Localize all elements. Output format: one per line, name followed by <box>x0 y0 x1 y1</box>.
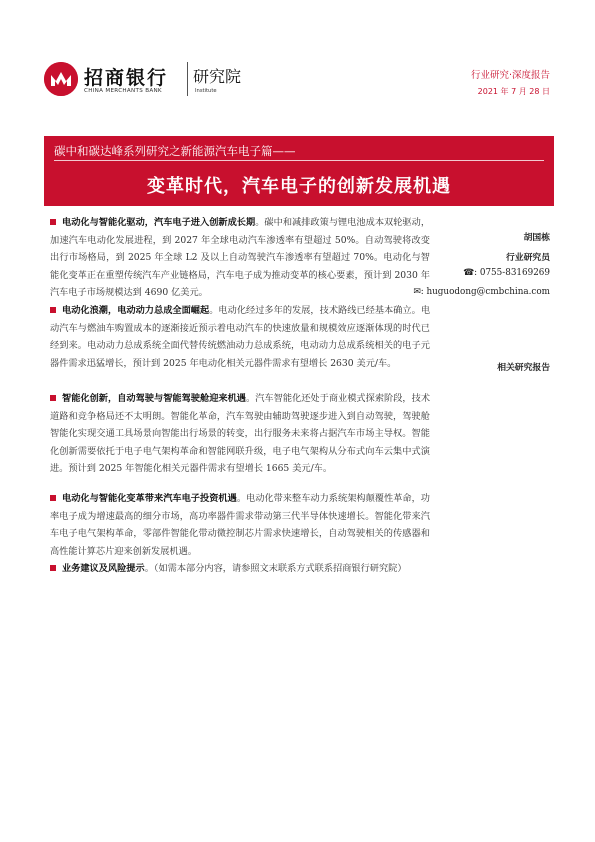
analyst-phone: ☎: 0755-83169269 <box>463 268 550 278</box>
section-lead: 电动化浪潮，电动动力总成全面崛起 <box>62 305 210 316</box>
email-address[interactable]: huguodong@cmbchina.com <box>426 287 550 297</box>
section-advice <box>50 560 430 578</box>
section-body: 。电动化经过多年的发展，技术路线已经基本确立。电动汽车与燃油车购置成本的逐渐接近预示着电动汽车的快速放量和规模效应逐渐体现的时代已经到来。电动动力总成系统全面代替传统燃油动力总成系统，电动动力总成系统相关的电子元器件需求迅猛增长，预计到 2025 年电动化相关元器件需求有望增长 2630 美元/车。 <box>50 305 431 369</box>
logo-divider <box>187 62 188 96</box>
section-intelligence <box>50 390 430 478</box>
bullet-icon <box>50 395 56 401</box>
related-reports-heading: 相关研究报告 <box>497 363 550 373</box>
section-lead: 智能化创新，自动驾驶与智能驾驶舱迎来机遇 <box>62 393 247 404</box>
bullet-icon <box>50 565 56 571</box>
bank-name: 招商银行 <box>84 67 169 89</box>
bank-name-en: CHINA MERCHANTS BANK <box>84 88 162 94</box>
phone-icon: ☎ <box>463 268 475 278</box>
analyst-email: ✉: huguodong@cmbchina.com <box>413 287 550 297</box>
analyst-title: 行业研究员 <box>506 253 550 263</box>
bullet-icon <box>50 495 56 501</box>
section-body: 。电动化带来整车动力系统架构颠覆性革命，功率电子成为增速最高的细分市场，高功率器件需求带动第三代半导体快速增长。智能化带来汽车电子电气架构革命，零部件智能化带动微控制芯片需求快速增长，自动驾驶相关的传感器和高性能计算芯片迎来创新发展机遇。 <box>50 493 430 557</box>
bank-logo-icon <box>44 62 78 96</box>
section-electrification <box>50 302 430 372</box>
section-lead: 业务建议及风险提示 <box>62 563 145 574</box>
institute-name-en: Institute <box>195 88 217 94</box>
section-lead: 电动化与智能化变革带来汽车电子投资机遇 <box>62 493 237 504</box>
report-date: 2021 年 7 月 28 日 <box>477 87 550 96</box>
analyst-name: 胡国栋 <box>523 233 550 243</box>
institute-name: 研究院 <box>193 67 242 86</box>
report-type: 行业研究·深度报告 <box>470 70 550 81</box>
bullet-icon <box>50 219 56 225</box>
series-title: 碳中和碳达峰系列研究之新能源汽车电子篇—— <box>54 144 296 158</box>
section-ev-intelligence <box>50 214 430 302</box>
mail-icon: ✉ <box>413 287 421 297</box>
section-body: 。（如需本部分内容，请参照文末联系方式联系招商银行研究院） <box>144 563 407 574</box>
banner-divider <box>54 160 544 161</box>
phone-number: 0755-83169269 <box>479 268 550 278</box>
section-body: 。碳中和减排政策与锂电池成本双轮驱动，加速汽车电动化发展进程，到 2027 年全球电动汽车渗透率有望超过 50%。自动驾驶将改变出行市场格局，到 2025 年全球 L2 及以上自动驾驶汽车渗透率有望超过 70%。电动化与智能化变革正在重塑传统汽车产业链格局，汽车电子成为推动变革的核心要素，预计到 2030 年汽车电子市场规模达到 4690 亿美元。 <box>50 217 431 299</box>
section-lead: 电动化与智能化驱动，汽车电子进入创新成长期 <box>62 217 256 228</box>
bullet-icon <box>50 307 56 313</box>
section-investment <box>50 490 430 560</box>
section-body: 。汽车智能化还处于商业模式探索阶段，技术道路和竞争格局还不太明朗。智能化革命，汽车驾驶由辅助驾驶逐步进入到自动驾驶，驾驶舱智能化实现交通工具场景向智能出行场景的转变，出行服务未来将占据汽车市场主导权。智能化创新需要依托于电子电气架构革命和智能网联升级，电子电气架构从分布式向车云集中式演进。预计到 2025 年智能化相关元器件需求有望增长 1665 美元/车。 <box>50 393 431 475</box>
report-title: 变革时代，汽车电子的创新发展机遇 <box>147 176 451 197</box>
